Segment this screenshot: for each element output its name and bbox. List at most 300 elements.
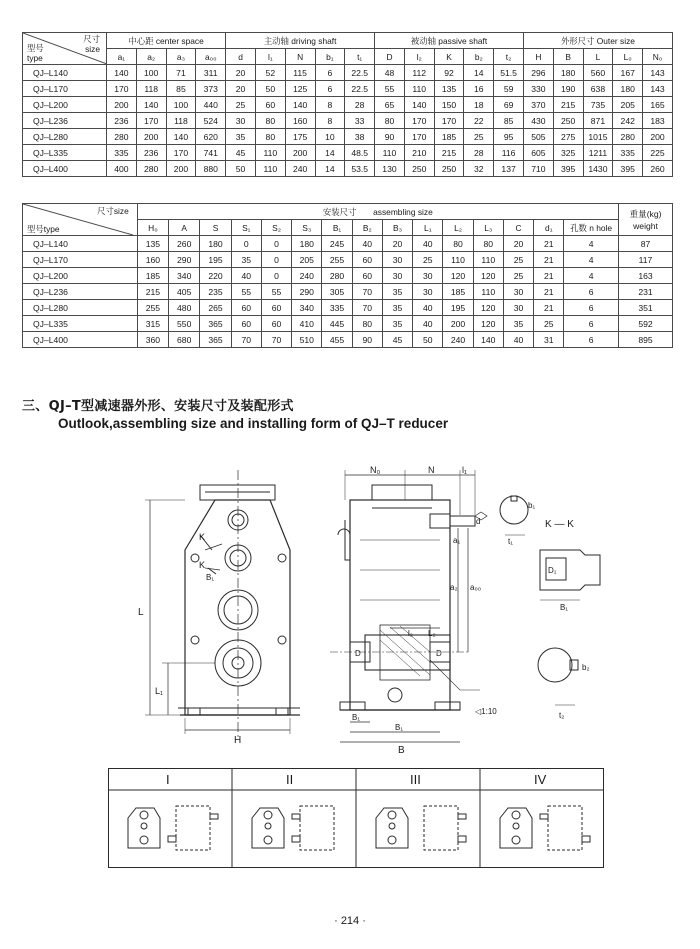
table-cell: 741 (196, 145, 226, 161)
dim-a1: a₁ (453, 536, 461, 545)
reducer-technical-drawing (0, 440, 700, 760)
table-cell: 120 (473, 316, 503, 332)
table-cell: 80 (352, 316, 382, 332)
table-cell: 365 (200, 316, 231, 332)
table-cell: 163 (618, 268, 672, 284)
table-cell: 480 (169, 300, 200, 316)
table-cell: 455 (322, 332, 352, 348)
table-cell: 21 (534, 284, 564, 300)
col-header: S (200, 220, 231, 236)
table-cell: 140 (107, 65, 137, 81)
model-type-cell: QJ–L200 (23, 97, 107, 113)
section-mark-K-upper: K (199, 532, 206, 542)
table-cell: 260 (169, 236, 200, 252)
table-cell: 6 (564, 300, 618, 316)
col-header: K (434, 49, 464, 65)
table-cell: 255 (137, 300, 168, 316)
table-cell: 325 (553, 145, 583, 161)
table-cell: 430 (523, 113, 553, 129)
page-number: · 214 · (334, 915, 366, 927)
table-cell: 110 (404, 81, 434, 97)
table-cell: 53.5 (345, 161, 375, 177)
table-row (23, 97, 673, 113)
table-cell: 21 (534, 300, 564, 316)
table-cell: 225 (643, 145, 673, 161)
table-cell: 215 (137, 284, 168, 300)
form-label-I: I (166, 772, 170, 787)
col-header: a₀₀ (196, 49, 226, 65)
table-cell: 255 (322, 252, 352, 268)
dim-D1: D₁ (548, 566, 557, 575)
table-cell: 315 (137, 316, 168, 332)
table-cell: 710 (523, 161, 553, 177)
dim-D-right: D (436, 649, 442, 658)
table-row (23, 145, 673, 161)
table-cell: 60 (255, 97, 285, 113)
table-cell: 200 (107, 97, 137, 113)
dim-t1: t₁ (508, 537, 513, 546)
table-cell: 30 (413, 268, 443, 284)
table-cell: 195 (443, 300, 473, 316)
table-cell: 180 (292, 236, 322, 252)
table-cell: 210 (404, 145, 434, 161)
table-cell: 85 (494, 113, 524, 129)
table-cell: 200 (643, 129, 673, 145)
table-cell: 250 (404, 161, 434, 177)
corner-size-label: 尺寸size (97, 206, 129, 216)
table-cell: 351 (618, 300, 672, 316)
table-cell: 231 (618, 284, 672, 300)
form-sketch-2 (252, 806, 334, 850)
table-row (23, 81, 673, 97)
table-cell: 140 (285, 97, 315, 113)
col-header: b₁ (315, 49, 345, 65)
table-cell: 45 (382, 332, 412, 348)
table-cell: 445 (322, 316, 352, 332)
corner-type-label: 型号 type (27, 43, 44, 63)
table-cell: 170 (107, 81, 137, 97)
table-cell: 0 (231, 236, 261, 252)
table-cell: 240 (285, 161, 315, 177)
table-cell: 400 (107, 161, 137, 177)
table-cell: 70 (352, 284, 382, 300)
col-header: l₁ (255, 49, 285, 65)
table-cell: 14 (464, 65, 494, 81)
table-cell: 118 (166, 113, 196, 129)
table-cell: 180 (613, 81, 643, 97)
col-header: d (226, 49, 256, 65)
dim-b2: b₂ (582, 663, 590, 672)
model-type-cell: QJ–L280 (23, 129, 107, 145)
table-cell: 143 (643, 65, 673, 81)
col-header: S₃ (292, 220, 322, 236)
taper-note: ◁1:10 (475, 707, 497, 716)
table-cell: 340 (292, 300, 322, 316)
table-row (23, 236, 673, 252)
table-cell: 71 (166, 65, 196, 81)
table-cell: 16 (464, 81, 494, 97)
table-cell: 1015 (583, 129, 613, 145)
dim-Bx: B₁ (560, 603, 569, 612)
model-type-cell: QJ–L335 (23, 316, 138, 332)
table-cell: 40 (231, 268, 261, 284)
dim-N: N (428, 465, 435, 475)
table-cell: 190 (553, 81, 583, 97)
table-cell: 48.5 (345, 145, 375, 161)
corner-size-label: 尺寸 size (83, 34, 100, 54)
table-cell: 110 (375, 145, 405, 161)
table-cell: 80 (473, 236, 503, 252)
model-type-cell: QJ–L140 (23, 65, 107, 81)
table-cell: 360 (137, 332, 168, 348)
col-header: a₃ (166, 49, 196, 65)
table-cell: 638 (583, 81, 613, 97)
table-cell: 45 (226, 145, 256, 161)
table-cell: 110 (443, 252, 473, 268)
table-cell: 116 (494, 145, 524, 161)
table-cell: 137 (494, 161, 524, 177)
table-row (23, 113, 673, 129)
form-label-III: III (410, 772, 421, 787)
table-cell: 20 (226, 81, 256, 97)
table-cell: 236 (136, 145, 166, 161)
dim-l2: l₂ (408, 629, 413, 638)
table-cell: 33 (345, 113, 375, 129)
table-cell: 524 (196, 113, 226, 129)
table-cell: 60 (231, 300, 261, 316)
table-cell: 130 (375, 161, 405, 177)
col-header: N (285, 49, 315, 65)
table-cell: 14 (315, 145, 345, 161)
table-cell: 6 (315, 65, 345, 81)
table-cell: 0 (261, 236, 291, 252)
table-header-row (23, 204, 673, 220)
table-cell: 871 (583, 113, 613, 129)
table-cell: 65 (375, 97, 405, 113)
corner-type-label: 型号type (27, 224, 60, 234)
col-header: C (503, 220, 533, 236)
table-cell: 21 (534, 236, 564, 252)
model-type-cell: QJ–L236 (23, 284, 138, 300)
table-cell: 35 (382, 316, 412, 332)
table-cell: 50 (255, 81, 285, 97)
group-passive-shaft: 被动轴 passive shaft (375, 33, 524, 49)
table-cell: 4 (564, 236, 618, 252)
form-sketch-3 (376, 806, 466, 850)
table-cell: 70 (231, 332, 261, 348)
col-header: a₂ (136, 49, 166, 65)
table-row (23, 129, 673, 145)
table-cell: 311 (196, 65, 226, 81)
table-row (23, 332, 673, 348)
table-cell: 250 (553, 113, 583, 129)
table-cell: 50 (413, 332, 443, 348)
col-header: B₁ (322, 220, 352, 236)
table-cell: 240 (292, 268, 322, 284)
table-cell: 50 (226, 161, 256, 177)
model-type-cell: QJ–L400 (23, 332, 138, 348)
table-cell: 30 (226, 113, 256, 129)
table-corner-cell (23, 204, 138, 236)
dim-D-left: D (355, 649, 361, 658)
key-detail-passive (538, 648, 578, 705)
outer-dimensions-table (22, 32, 673, 177)
model-type-cell: QJ–L335 (23, 145, 107, 161)
table-cell: 22 (464, 113, 494, 129)
table-cell: 92 (434, 65, 464, 81)
table-cell: 6 (564, 332, 618, 348)
table-cell: 80 (255, 129, 285, 145)
table-cell: 280 (613, 129, 643, 145)
table-cell: 22.5 (345, 81, 375, 97)
table-cell: 236 (107, 113, 137, 129)
table-cell: 30 (503, 300, 533, 316)
table-cell: 335 (322, 300, 352, 316)
col-header: H (523, 49, 553, 65)
table-cell: 60 (261, 316, 291, 332)
table-cell: 90 (375, 129, 405, 145)
table-cell: 6 (564, 316, 618, 332)
dim-B: B (398, 745, 405, 756)
table-cell: 8 (315, 97, 345, 113)
table-cell: 215 (434, 145, 464, 161)
table-row (23, 316, 673, 332)
model-type-cell: QJ–L170 (23, 81, 107, 97)
table-cell: 410 (292, 316, 322, 332)
table-cell: 140 (404, 97, 434, 113)
table-cell: 373 (196, 81, 226, 97)
side-view (330, 470, 487, 742)
col-header: a₁ (107, 49, 137, 65)
col-header: B₃ (382, 220, 412, 236)
model-type-cell: QJ–L170 (23, 252, 138, 268)
table-cell: 280 (136, 161, 166, 177)
table-cell: 335 (107, 145, 137, 161)
table-cell: 40 (413, 236, 443, 252)
table-cell: 35 (382, 284, 412, 300)
table-cell: 1211 (583, 145, 613, 161)
table-cell: 305 (322, 284, 352, 300)
table-row (23, 300, 673, 316)
table-cell: 183 (643, 113, 673, 129)
form-label-II: II (286, 772, 294, 787)
table-cell: 120 (473, 268, 503, 284)
table-cell: 200 (285, 145, 315, 161)
dim-a2: a₂ (450, 583, 458, 592)
table-cell: 505 (523, 129, 553, 145)
col-header: b₂ (464, 49, 494, 65)
table-row (23, 252, 673, 268)
table-cell: 14 (315, 161, 345, 177)
table-cell: 290 (169, 252, 200, 268)
table-cell: 195 (200, 252, 231, 268)
table-cell: 21 (534, 268, 564, 284)
table-cell: 28 (345, 97, 375, 113)
table-cell: 170 (166, 145, 196, 161)
table-cell: 25 (413, 252, 443, 268)
table-cell: 40 (352, 236, 382, 252)
table-cell: 180 (200, 236, 231, 252)
table-cell: 120 (443, 268, 473, 284)
dim-b1: b₁ (528, 501, 536, 510)
table-cell: 80 (375, 113, 405, 129)
table-cell: 250 (434, 161, 464, 177)
table-cell: 51.5 (494, 65, 524, 81)
table-cell: 340 (169, 268, 200, 284)
table-cell: 60 (352, 268, 382, 284)
section-K-K (540, 550, 600, 600)
table-cell: 135 (434, 81, 464, 97)
dim-B1-front: B₁ (206, 573, 215, 582)
table-row (23, 284, 673, 300)
table-cell: 35 (231, 252, 261, 268)
key-detail-driving (500, 496, 528, 535)
table-cell: 35 (226, 129, 256, 145)
table-cell: 330 (523, 81, 553, 97)
table-cell: 125 (285, 81, 315, 97)
table-cell: 245 (322, 236, 352, 252)
table-cell: 205 (613, 97, 643, 113)
table-cell: 365 (200, 332, 231, 348)
table-row (23, 65, 673, 81)
col-header: D (375, 49, 405, 65)
table-cell: 170 (404, 113, 434, 129)
table-cell: 160 (285, 113, 315, 129)
table-cell: 55 (261, 284, 291, 300)
table-cell: 235 (200, 284, 231, 300)
table-cell: 895 (618, 332, 672, 348)
table-cell: 560 (583, 65, 613, 81)
table-cell: 22.5 (345, 65, 375, 81)
table-cell: 25 (226, 97, 256, 113)
table-cell: 60 (231, 316, 261, 332)
table-cell: 25 (503, 268, 533, 284)
table-corner-cell (23, 33, 107, 65)
table-cell: 100 (136, 65, 166, 81)
table-cell: 160 (137, 252, 168, 268)
section-title-K-K: K — K (545, 519, 574, 530)
table-cell: 200 (443, 316, 473, 332)
dim-t2: t₂ (559, 711, 565, 720)
table-cell: 735 (583, 97, 613, 113)
table-cell: 100 (166, 97, 196, 113)
table-cell: 90 (352, 332, 382, 348)
table-cell: 55 (375, 81, 405, 97)
front-view (145, 470, 300, 740)
col-header: S₂ (261, 220, 291, 236)
table-cell: 4 (564, 252, 618, 268)
table-cell: 30 (413, 284, 443, 300)
col-header: t₂ (494, 49, 524, 65)
col-header: L₀ (613, 49, 643, 65)
table-cell: 87 (618, 236, 672, 252)
table-cell: 38 (345, 129, 375, 145)
table-cell: 18 (464, 97, 494, 113)
col-header: B₂ (352, 220, 382, 236)
col-header: L₃ (473, 220, 503, 236)
table-header-row (23, 33, 673, 49)
col-header: l₂ (404, 49, 434, 65)
section-heading-english: Outlook,assembling size and installing form of QJ–T reducer (58, 416, 449, 431)
table-cell: 0 (261, 252, 291, 268)
table-cell: 140 (136, 97, 166, 113)
table-cell: 185 (443, 284, 473, 300)
table-cell: 40 (413, 316, 443, 332)
table-cell: 4 (564, 268, 618, 284)
table-cell: 335 (613, 145, 643, 161)
col-header: 孔数 n hole (564, 220, 618, 236)
col-header: t₁ (345, 49, 375, 65)
table-cell: 290 (292, 284, 322, 300)
table-subheader-row (23, 49, 673, 65)
model-type-cell: QJ–L140 (23, 236, 138, 252)
col-header: L₂ (443, 220, 473, 236)
table-row (23, 268, 673, 284)
table-cell: 242 (613, 113, 643, 129)
table-cell: 143 (643, 81, 673, 97)
table-cell: 185 (137, 268, 168, 284)
table-cell: 25 (503, 252, 533, 268)
col-header: d₁ (534, 220, 564, 236)
dim-L2: L₂ (428, 629, 436, 638)
table-cell: 6 (315, 81, 345, 97)
table-cell: 35 (503, 316, 533, 332)
table-cell: 60 (261, 300, 291, 316)
table-cell: 35 (382, 300, 412, 316)
table-cell: 0 (261, 268, 291, 284)
table-cell: 20 (503, 236, 533, 252)
dim-H: H (234, 735, 242, 746)
table-cell: 118 (136, 81, 166, 97)
col-header: S₁ (231, 220, 261, 236)
table-cell: 170 (404, 129, 434, 145)
form-sketch-4 (500, 806, 590, 850)
table-cell: 440 (196, 97, 226, 113)
table-cell: 205 (292, 252, 322, 268)
table-cell: 280 (322, 268, 352, 284)
table-cell: 52 (255, 65, 285, 81)
table-cell: 880 (196, 161, 226, 177)
table-cell: 69 (494, 97, 524, 113)
group-center-space: 中心距 center space (107, 33, 226, 49)
dim-d: d (476, 517, 481, 526)
model-type-cell: QJ–L400 (23, 161, 107, 177)
table-cell: 240 (443, 332, 473, 348)
table-cell: 280 (107, 129, 137, 145)
table-cell: 510 (292, 332, 322, 348)
table-cell: 405 (169, 284, 200, 300)
table-cell: 110 (255, 145, 285, 161)
dim-B1-side: B₁ (352, 713, 361, 722)
table-cell: 6 (564, 284, 618, 300)
table-cell: 95 (494, 129, 524, 145)
table-cell: 275 (553, 129, 583, 145)
table-cell: 117 (618, 252, 672, 268)
table-cell: 175 (285, 129, 315, 145)
dim-a00: a₀₀ (470, 583, 482, 592)
table-cell: 40 (413, 300, 443, 316)
table-cell: 620 (196, 129, 226, 145)
dim-N0: N₀ (370, 465, 381, 475)
table-cell: 135 (137, 236, 168, 252)
model-type-cell: QJ–L236 (23, 113, 107, 129)
table-cell: 220 (200, 268, 231, 284)
dim-L: L (138, 607, 144, 618)
installing-forms-panel (108, 768, 604, 868)
table-cell: 32 (464, 161, 494, 177)
table-row (23, 161, 673, 177)
model-type-cell: QJ–L200 (23, 268, 138, 284)
